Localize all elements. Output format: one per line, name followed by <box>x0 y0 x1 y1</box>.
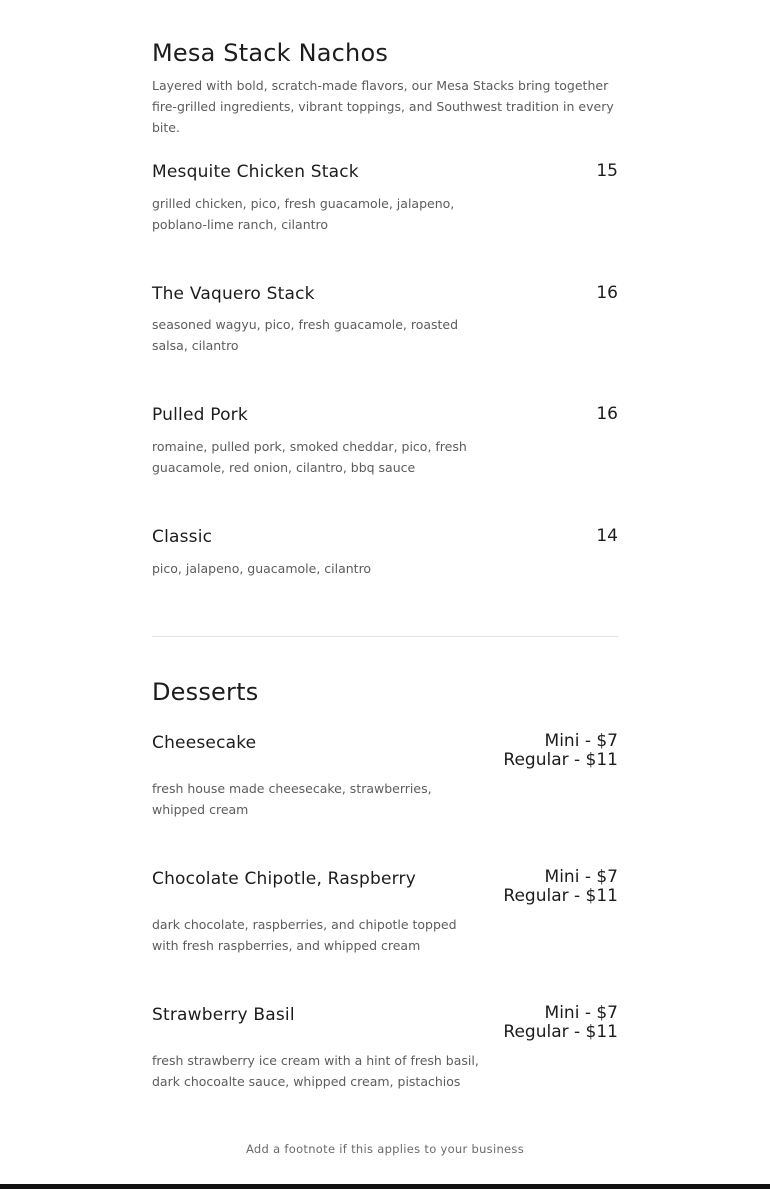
item-name: The Vaquero Stack <box>152 284 315 304</box>
item-price: 16 <box>596 404 618 424</box>
bottom-bar <box>0 1184 770 1189</box>
price-regular: Regular - $11 <box>503 886 618 906</box>
item-name: Mesquite Chicken Stack <box>152 162 359 182</box>
item-price: 14 <box>596 526 618 546</box>
item-name: Cheesecake <box>152 733 257 753</box>
menu-item-strawberry-basil <box>152 1004 618 1092</box>
price-mini: Mini - $7 <box>544 867 618 887</box>
item-description: dark chocolate, raspberries, and chipotle topped with fresh raspberries, and whipped cream <box>152 917 457 953</box>
item-description: fresh house made cheesecake, strawberries, whipped cream <box>152 781 432 817</box>
item-price <box>503 868 618 906</box>
section-description-nachos: Layered with bold, scratch-made flavors, our Mesa Stacks bring together fire-grilled ingredients, vibrant toppings, and Southwest tradition in every bite. <box>152 78 614 135</box>
item-description: fresh strawberry ice cream with a hint of fresh basil, dark chocoalte sauce, whipped cream, pistachios <box>152 1053 479 1089</box>
price-mini: Mini - $7 <box>544 731 618 751</box>
menu-item-mesquite-chicken-stack <box>152 161 618 235</box>
item-name: Pulled Pork <box>152 405 248 425</box>
menu-item-pulled-pork <box>152 404 618 478</box>
item-description: seasoned wagyu, pico, fresh guacamole, roasted salsa, cilantro <box>152 317 459 353</box>
menu-item-vaquero-stack <box>152 283 618 356</box>
section-divider <box>152 636 618 637</box>
section-title-nachos: Mesa Stack Nachos <box>152 39 389 67</box>
section-title-desserts: Desserts <box>152 678 259 706</box>
item-name: Strawberry Basil <box>152 1005 295 1025</box>
menu-item-chocolate-chipotle-raspberry <box>152 868 618 956</box>
item-price: 15 <box>596 161 618 181</box>
item-name: Classic <box>152 527 213 547</box>
item-description: romaine, pulled pork, smoked cheddar, pico, fresh guacamole, red onion, cilantro, bbq sauce <box>152 439 467 475</box>
item-price: 16 <box>596 283 618 303</box>
item-price <box>503 1004 618 1042</box>
item-price <box>503 732 618 770</box>
item-description: pico, jalapeno, guacamole, cilantro <box>152 561 372 576</box>
item-name: Chocolate Chipotle, Raspberry <box>152 869 416 889</box>
price-regular: Regular - $11 <box>503 1022 618 1042</box>
price-mini: Mini - $7 <box>544 1003 618 1023</box>
menu-item-classic <box>152 526 618 579</box>
menu-item-cheesecake <box>152 732 618 820</box>
footnote: Add a footnote if this applies to your business <box>245 1142 525 1156</box>
price-regular: Regular - $11 <box>503 750 618 770</box>
item-description: grilled chicken, pico, fresh guacamole, jalapeno, poblano-lime ranch, cilantro <box>152 196 455 232</box>
